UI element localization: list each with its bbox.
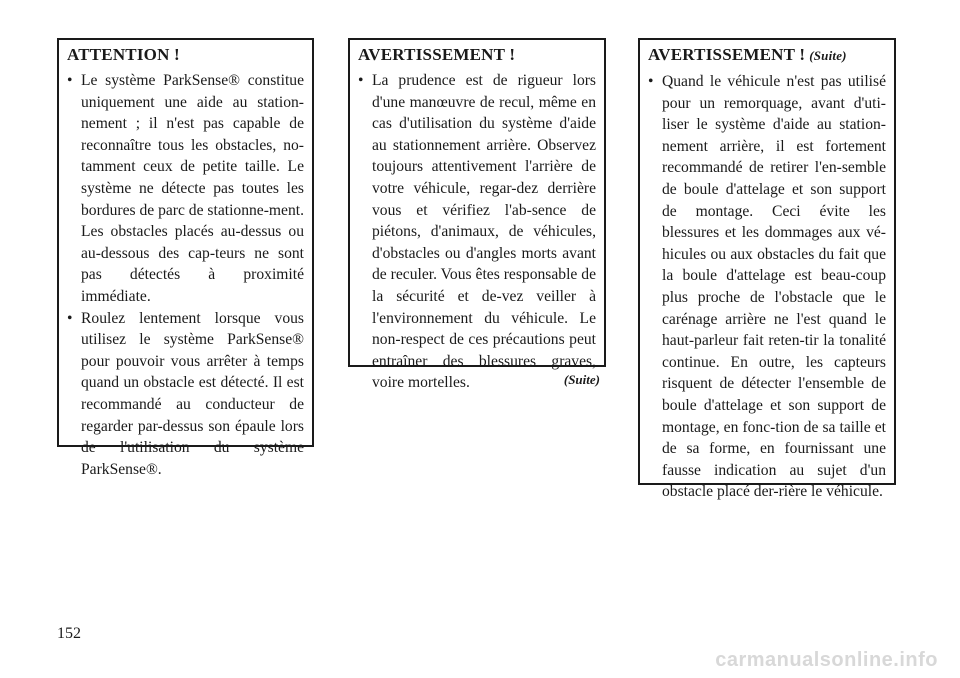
bullet-icon: • [67, 309, 73, 327]
attention-list [67, 70, 304, 480]
attention-box [57, 38, 314, 478]
item-text: Le système ParkSense® constitue uniquement une aide au station-nement ; il n'est pas capable de reconnaître tous les obstacles, no-tamment ceux de petite taille. Le système ne détecte pas toutes les bordures de parc de stationne-ment. Les obstacles placés au-dessus ou au-dessous des cap-teurs ne sont pas détectés à proximité immédiate. [81, 72, 304, 305]
title-text: AVERTISSEMENT ! [648, 45, 806, 64]
continued-label: (Suite) [563, 372, 600, 387]
list-item [67, 70, 304, 308]
list-item [67, 308, 304, 481]
item-text: Quand le véhicule n'est pas utilisé pour un remorquage, avant d'uti-liser le système d'aide au station-nement arrière, il est fortement recommandé de retirer l'en-semble de boule d'attelage et son support de montage. Ceci évite les blessures et les dommages aux vé-hicules ou aux obstacles du fait que la boule d'attelage est beau-coup plus proche de l'obstacle que le carénage arrière ne l'est quand le haut-parleur fait reten-tir la tonalité continue. En outre, les capteurs risquent de détecter l'ensemble de boule d'attelage et son support de montage, en fonc-tion de sa taille et de sa forme, en fournissant une fausse indication au sujet d'un obstacle placé der-rière le véhicule. [662, 73, 886, 501]
item-text: Roulez lentement lorsque vous utilisez le système ParkSense® pour pouvoir vous arrêter à temps quand un obstacle est détecté. Il est recommandé au conducteur de regarder par-dessus son épaule lors de l'utilisation du système ParkSense®. [81, 309, 304, 478]
bullet-icon: • [358, 72, 364, 89]
warning-list [358, 70, 596, 394]
list-item [358, 70, 596, 394]
title-suffix: (Suite) [809, 48, 847, 63]
watermark-logo: carmanualsonline.info [715, 649, 938, 671]
warning-continued-list [648, 71, 886, 503]
bullet-icon: • [648, 73, 654, 90]
bullet-icon: • [67, 72, 73, 89]
warning-continued-title [648, 44, 886, 67]
warning-title: AVERTISSEMENT ! [358, 45, 516, 64]
warning-continued-box [638, 38, 896, 501]
item-text: La prudence est de rigueur lors d'une manœuvre de recul, même en cas d'utilisation du système d'aide au stationnement arrière. Observez toujours attentivement l'arrière de votre véhicule, regar-dez derrière vous et vérifiez l'ab-sence de piétons, d'animaux, de véhicules, d'obstacles ou d'angles morts avant de reculer. Vous êtes responsable de la sécurité et de-vez veiller à l'environnement du véhicule. Le non-respect de ces précautions peut entraîner des blessures graves, voire mortelles. [372, 72, 596, 392]
list-item [648, 71, 886, 503]
page-number: 152 [57, 625, 81, 642]
attention-title: ATTENTION ! [67, 45, 180, 64]
